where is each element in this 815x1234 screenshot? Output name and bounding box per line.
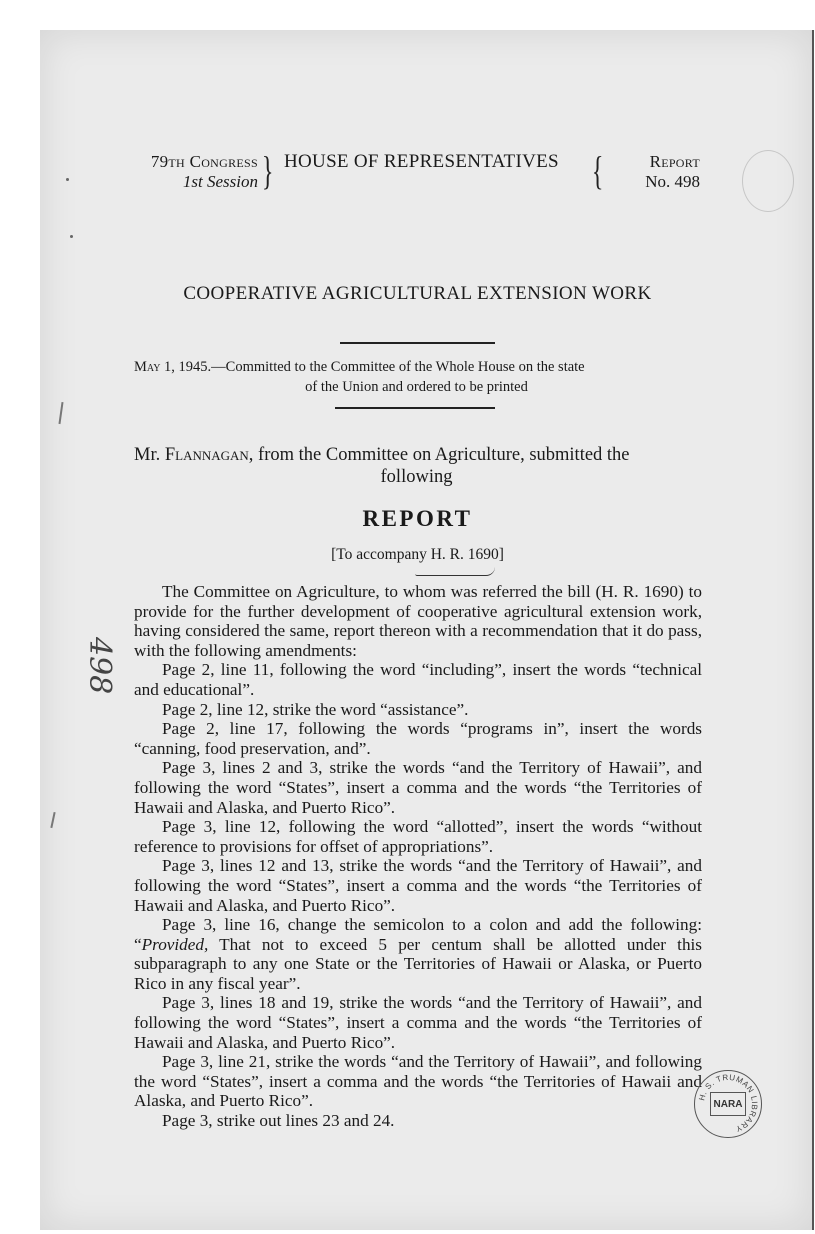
- amendment-item: Page 3, lines 2 and 3, strike the words “and the Territory of Hawaii”, and following the word “States”, insert a comma and the words “the Territories of Hawaii and Alaska, and Puerto Rico”.: [134, 758, 702, 817]
- submitted-prefix: Mr.: [134, 445, 165, 465]
- amendment-proviso: [134, 915, 702, 993]
- proviso-intro: Page 3, line 16, change the semicolon to a colon and add the following: “: [134, 915, 702, 954]
- amendment-item: Page 3, lines 12 and 13, strike the words “and the Territory of Hawaii”, and following the word “States”, insert a comma and the words “the Territories of Hawaii and Alaska, and Puerto Rico”.: [134, 856, 702, 915]
- report-label: Report: [649, 152, 700, 171]
- bleed-through-stamp: [742, 150, 794, 212]
- speck: [66, 178, 69, 181]
- amendment-item: Page 3, lines 18 and 19, strike the words “and the Territory of Hawaii”, and following the word “States”, insert a comma and the words “the Territories of Hawaii and Alaska, and Puerto Rico”.: [134, 993, 702, 1052]
- submitted-by: [134, 444, 699, 488]
- stamp-ring-icon: [695, 1071, 761, 1137]
- committed-notice: [134, 357, 699, 397]
- amendment-item: Page 2, line 17, following the words “programs in”, insert the words “canning, food preservation, and”.: [134, 719, 702, 758]
- handwritten-margin-note: 498: [82, 637, 117, 695]
- divider-rule: [340, 342, 495, 344]
- handwritten-underline: [415, 567, 495, 576]
- session-label: 1st Session: [182, 172, 258, 191]
- congress-label: 79th Congress: [150, 152, 258, 171]
- brace-left: {: [591, 148, 604, 193]
- stamp-ring-text: H. S. TRUMAN LIBRARY: [697, 1072, 760, 1134]
- amendment-item: Page 2, line 11, following the word “including”, insert the words “technical and educational”.: [134, 660, 702, 699]
- submitter-name: Flannagan: [164, 445, 249, 465]
- report-number-block: [645, 152, 700, 192]
- amendment-item: Page 3, line 21, strike the words “and the Territory of Hawaii”, and following the word “States”, insert a comma and the words “the Territories of Hawaii and Alaska, and Puerto Rico”.: [134, 1052, 702, 1111]
- speck: [70, 235, 73, 238]
- committed-month: May: [134, 359, 161, 375]
- committed-line2: of the Union and ordered to be printed: [305, 379, 528, 395]
- house-label: HOUSE OF REPRESENTATIVES: [284, 151, 559, 172]
- amendment-item: Page 3, line 12, following the word “allotted”, insert the words “without reference to provisions for offset of appropriations”.: [134, 817, 702, 856]
- committed-line1: 1, 1945.—Committed to the Committee of the Whole House on the state: [160, 359, 585, 375]
- svg-text:H. S. TRUMAN LIBRARY: [697, 1073, 759, 1134]
- document-title: COOPERATIVE AGRICULTURAL EXTENSION WORK: [183, 283, 652, 304]
- accompany-bill: [To accompany H. R. 1690]: [331, 546, 504, 563]
- intro-paragraph: The Committee on Agriculture, to whom was referred the bill (H. R. 1690) to provide for the further development of cooperative agricultural extension work, having considered the same, report thereon with a recommendation that it do pass, with the following amendments:: [134, 582, 702, 660]
- stamp-center: NARA: [710, 1092, 746, 1116]
- report-heading: REPORT: [362, 506, 473, 531]
- brace-right: }: [261, 148, 274, 193]
- divider-rule: [335, 407, 495, 409]
- congress-session: [128, 152, 258, 192]
- submitted-line1: , from the Committee on Agriculture, submitted the: [248, 445, 630, 465]
- report-number: No. 498: [645, 172, 700, 191]
- proviso-italic: Provided,: [141, 934, 209, 954]
- report-body: [134, 582, 702, 1131]
- amendment-item: Page 2, line 12, strike the word “assistance”.: [162, 699, 469, 719]
- report-header: [128, 148, 700, 196]
- amendment-item: Page 3, strike out lines 23 and 24.: [162, 1111, 395, 1131]
- submitted-line2: following: [380, 467, 453, 487]
- library-stamp: [694, 1070, 762, 1138]
- proviso-rest: That not to exceed 5 per centum shall be allotted under this subparagraph to any one State or the Territories of Hawaii or Alaska, or Puerto Rico in any fiscal year”.: [134, 934, 702, 993]
